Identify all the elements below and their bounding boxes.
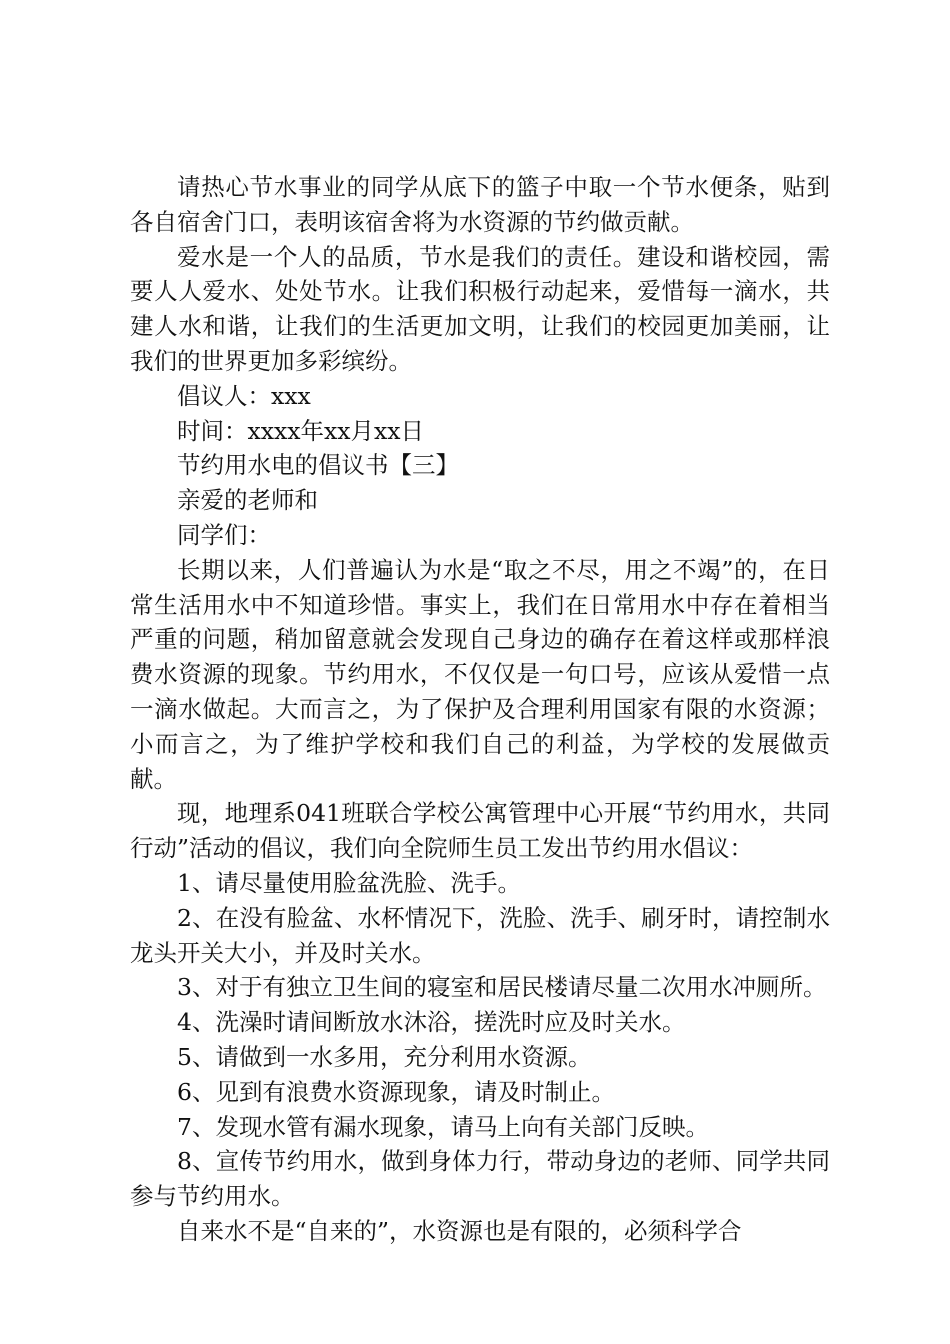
- paragraph: 自来水不是“自来的”，水资源也是有限的，必须科学合: [177, 1216, 742, 1245]
- paragraph: 长期以来，人们普遍认为水是“取之不尽，用之不竭”的，在日常生活用水中不知道珍惜。事实上，我们在日常用水中存在着相当严重的问题，稍加留意就会发现自己身边的确存在着这样或那样浪费水资源的现象。节约用水，不仅仅是一句口号，应该从爱惜一点一滴水做起。大而言之，为了保护及合理利用国家有限的水资源；小而言之，为了维护学校和我们自己的利益，为学校的发展做贡献。: [130, 555, 830, 793]
- paragraph: 请热心节水事业的同学从底下的篮子中取一个节水便条，贴到各自宿舍门口，表明该宿舍将为水资源的节约做贡献。: [130, 173, 830, 236]
- salutation-line: 亲爱的老师和: [177, 486, 318, 515]
- list-item: 2、在没有脸盆、水杯情况下，洗脸、洗手、刷牙时，请控制水龙头开关大小，并及时关水。: [130, 903, 830, 967]
- list-item: 3、对于有独立卫生间的寝室和居民楼请尽量二次用水冲厕所。: [177, 973, 827, 1002]
- list-item: 1、请尽量使用脸盆洗脸、洗手。: [177, 868, 521, 897]
- date-line: 时间：xxxx年xx月xx日: [177, 416, 425, 445]
- paragraph: 爱水是一个人的品质，节水是我们的责任。建设和谐校园，需要人人爱水、处处节水。让我们积极行动起来，爱惜每一滴水，共建人水和谐，让我们的生活更加文明，让我们的校园更加美丽，让我们的世界更加多彩缤纷。: [130, 242, 830, 375]
- paragraph: 现，地理系041班联合学校公寓管理中心开展“节约用水，共同行动”活动的倡议，我们向全院师生员工发出节约用水倡议：: [130, 799, 830, 863]
- list-item: 4、洗澡时请间断放水沐浴，搓洗时应及时关水。: [177, 1008, 686, 1037]
- salutation-line: 同学们：: [177, 520, 271, 549]
- proposer-line: 倡议人：xxx: [177, 381, 311, 410]
- list-item: 8、宣传节约用水，做到身体力行，带动身边的老师、同学共同参与节约用水。: [130, 1147, 830, 1211]
- list-item: 7、发现水管有漏水现象，请马上向有关部门反映。: [177, 1112, 709, 1141]
- section-title: 节约用水电的倡议书【三】: [177, 451, 459, 480]
- document-page: [130, 170, 830, 1249]
- list-item: 5、请做到一水多用，充分利用水资源。: [177, 1042, 592, 1071]
- list-item: 6、见到有浪费水资源现象，请及时制止。: [177, 1077, 615, 1106]
